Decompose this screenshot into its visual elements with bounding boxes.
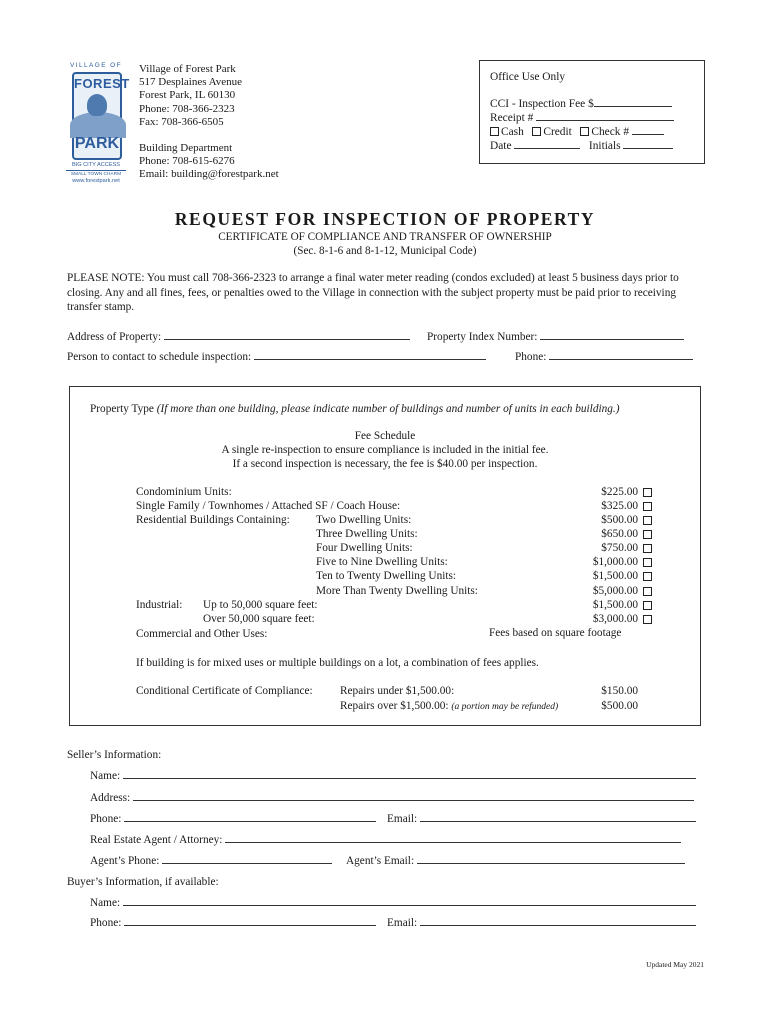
industrial-small-label: Up to 50,000 square feet: — [203, 599, 318, 611]
condo-label: Condominium Units: — [136, 486, 232, 498]
seller-heading: Seller’s Information: — [67, 749, 162, 761]
contact-row — [67, 350, 486, 365]
buyer-name-row — [90, 896, 696, 911]
address-label: Address of Property: — [67, 331, 162, 343]
buyer-email-label: Email: — [387, 917, 418, 929]
property-type-line — [90, 402, 620, 417]
agent-email-field[interactable] — [417, 854, 685, 864]
industrial-large-fee: $3,000.00 — [592, 613, 638, 625]
check-checkbox[interactable] — [580, 127, 589, 136]
org-city: Forest Park, IL 60130 — [139, 89, 236, 102]
industrial-large-checkbox[interactable] — [643, 615, 652, 624]
page-title: REQUEST FOR INSPECTION OF PROPERTY — [174, 209, 596, 229]
repairs-over-fee: $500.00 — [601, 700, 638, 712]
check-label: Check # — [591, 126, 630, 138]
ten-twenty-units-checkbox[interactable] — [643, 572, 652, 581]
seller-phone-label: Phone: — [90, 813, 122, 825]
municipal-code-ref: (Sec. 8-1-6 and 8-1-12, Municipal Code) — [293, 245, 477, 257]
logo-park-text: PARK — [74, 135, 120, 152]
logo-website: www.forestpark.net — [72, 178, 120, 184]
repairs-over-note: (a portion may be refunded) — [451, 702, 559, 712]
logo-village-of: VILLAGE OF — [70, 62, 122, 69]
date-label: Date — [490, 140, 512, 152]
single-family-fee: $325.00 — [601, 500, 638, 512]
initials-label: Initials — [588, 140, 621, 152]
buyer-phone-row — [90, 916, 376, 931]
industrial-label: Industrial: — [136, 599, 183, 611]
org-name: Village of Forest Park — [139, 63, 236, 75]
five-nine-units-fee: $1,000.00 — [592, 556, 638, 568]
logo-forest-text: FOREST — [74, 76, 130, 91]
date-field[interactable] — [514, 139, 580, 149]
four-units-label: Four Dwelling Units: — [316, 542, 413, 554]
village-logo — [66, 62, 130, 184]
contact-field[interactable] — [254, 350, 486, 360]
dept-name: Building Department — [139, 142, 233, 155]
org-phone: Phone: 708-366-2323 — [139, 102, 235, 115]
over-twenty-units-checkbox[interactable] — [643, 587, 652, 596]
three-units-checkbox[interactable] — [643, 530, 652, 539]
pin-field[interactable] — [540, 330, 684, 340]
fee-schedule-line-1: A single re-inspection to ensure compliance is included in the initial fee. — [221, 444, 549, 456]
office-use-box — [479, 60, 705, 164]
ten-twenty-units-label: Ten to Twenty Dwelling Units: — [316, 570, 457, 582]
header-address-block — [139, 63, 279, 182]
contact-phone-row — [515, 350, 693, 365]
industrial-large-label: Over 50,000 square feet: — [203, 613, 315, 625]
seller-email-row — [387, 812, 696, 827]
fee-schedule-heading: Fee Schedule — [354, 430, 416, 442]
five-nine-units-checkbox[interactable] — [643, 558, 652, 567]
cash-label: Cash — [501, 126, 524, 138]
four-units-checkbox[interactable] — [643, 544, 652, 553]
buyer-name-label: Name: — [90, 897, 121, 909]
pin-label: Property Index Number: — [427, 331, 538, 343]
org-street: 517 Desplaines Avenue — [139, 76, 243, 89]
seller-name-label: Name: — [90, 770, 121, 782]
buyer-name-field[interactable] — [123, 896, 696, 906]
repairs-over-row — [340, 699, 558, 714]
fee-label: CCI - Inspection Fee $ — [490, 98, 594, 110]
seller-name-field[interactable] — [123, 769, 696, 779]
logo-emblem — [72, 72, 130, 160]
agent-email-row — [346, 854, 685, 869]
address-field[interactable] — [164, 330, 410, 340]
seller-email-field[interactable] — [420, 812, 696, 822]
logo-tagline-1: BIG CITY ACCESS — [71, 162, 121, 168]
page-subtitle: CERTIFICATE OF COMPLIANCE AND TRANSFER OF OWNERSHIP — [218, 231, 552, 243]
four-units-fee: $750.00 — [601, 542, 638, 554]
cash-checkbox[interactable] — [490, 127, 499, 136]
buyer-heading: Buyer’s Information, if available: — [67, 876, 219, 888]
receipt-label: Receipt # — [490, 112, 534, 124]
commercial-label: Commercial and Other Uses: — [136, 628, 268, 640]
initials-field[interactable] — [623, 139, 673, 149]
agent-phone-label: Agent’s Phone: — [90, 855, 160, 867]
commercial-fee: Fees based on square footage — [489, 627, 622, 639]
repairs-under-fee: $150.00 — [601, 685, 638, 697]
dept-phone: Phone: 708-615-6276 — [139, 155, 235, 168]
industrial-small-fee: $1,500.00 — [592, 599, 638, 611]
contact-label: Person to contact to schedule inspection: — [67, 351, 252, 363]
logo-tagline-2: SMALL TOWN CHARM — [66, 170, 126, 178]
org-fax: Fax: 708-366-6505 — [139, 115, 224, 128]
contact-phone-field[interactable] — [549, 350, 693, 360]
buyer-email-row — [387, 916, 696, 931]
condo-checkbox[interactable] — [643, 488, 652, 497]
two-units-checkbox[interactable] — [643, 516, 652, 525]
residential-label: Residential Buildings Containing: — [136, 514, 290, 526]
agent-field[interactable] — [225, 833, 681, 843]
seller-address-field[interactable] — [133, 791, 694, 801]
ten-twenty-units-fee: $1,500.00 — [592, 570, 638, 582]
seller-address-label: Address: — [90, 792, 131, 804]
industrial-small-checkbox[interactable] — [643, 601, 652, 610]
single-family-label: Single Family / Townhomes / Attached SF / Coach House: — [136, 500, 401, 512]
contact-phone-label: Phone: — [515, 351, 547, 363]
credit-label: Credit — [543, 126, 572, 138]
conditional-label: Conditional Certificate of Compliance: — [136, 685, 313, 697]
agent-phone-row — [90, 854, 332, 869]
seller-address-row — [90, 791, 694, 806]
pin-row — [427, 330, 684, 345]
dept-email: Email: building@forestpark.net — [139, 168, 279, 181]
property-type-note: (If more than one building, please indicate number of buildings and number of units in each building.) — [156, 403, 620, 415]
repairs-under-label: Repairs under $1,500.00: — [340, 685, 455, 697]
three-units-label: Three Dwelling Units: — [316, 528, 418, 540]
seller-phone-field[interactable] — [124, 812, 376, 822]
agent-phone-field[interactable] — [162, 854, 332, 864]
logo-tree-icon — [87, 94, 107, 116]
buyer-email-field[interactable] — [420, 916, 696, 926]
seller-phone-row — [90, 812, 376, 827]
two-units-label: Two Dwelling Units: — [316, 514, 412, 526]
over-twenty-units-label: More Than Twenty Dwelling Units: — [316, 585, 478, 597]
three-units-fee: $650.00 — [601, 528, 638, 540]
fee-field[interactable] — [594, 97, 672, 107]
credit-checkbox[interactable] — [532, 127, 541, 136]
please-note-text: PLEASE NOTE: You must call 708-366-2323 to arrange a final water meter reading (condos excluded) at least 5 business days prior to closing. Any and all fines, fees, or penalties owed to the Village in connection with the subject property must be paid prior to receiving transfer stamp. — [67, 272, 679, 313]
fee-schedule-line-2: If a second inspection is necessary, the fee is $40.00 per inspection. — [232, 458, 538, 470]
agent-email-label: Agent’s Email: — [346, 855, 415, 867]
single-family-checkbox[interactable] — [643, 502, 652, 511]
receipt-field[interactable] — [536, 111, 674, 121]
repairs-over-label: Repairs over $1,500.00: — [340, 700, 449, 712]
check-number-field[interactable] — [632, 125, 664, 135]
agent-row — [90, 833, 681, 848]
mixed-use-note: If building is for mixed uses or multiple buildings on a lot, a combination of fees applies. — [136, 657, 539, 669]
buyer-phone-field[interactable] — [124, 916, 376, 926]
property-type-label: Property Type — [90, 403, 154, 415]
two-units-fee: $500.00 — [601, 514, 638, 526]
buyer-phone-label: Phone: — [90, 917, 122, 929]
address-row — [67, 330, 410, 345]
updated-date: Updated May 2021 — [646, 960, 704, 969]
over-twenty-units-fee: $5,000.00 — [592, 585, 638, 597]
condo-fee: $225.00 — [601, 486, 638, 498]
agent-label: Real Estate Agent / Attorney: — [90, 834, 223, 846]
office-title: Office Use Only — [490, 71, 566, 83]
five-nine-units-label: Five to Nine Dwelling Units: — [316, 556, 448, 568]
seller-email-label: Email: — [387, 813, 418, 825]
seller-name-row — [90, 769, 696, 784]
